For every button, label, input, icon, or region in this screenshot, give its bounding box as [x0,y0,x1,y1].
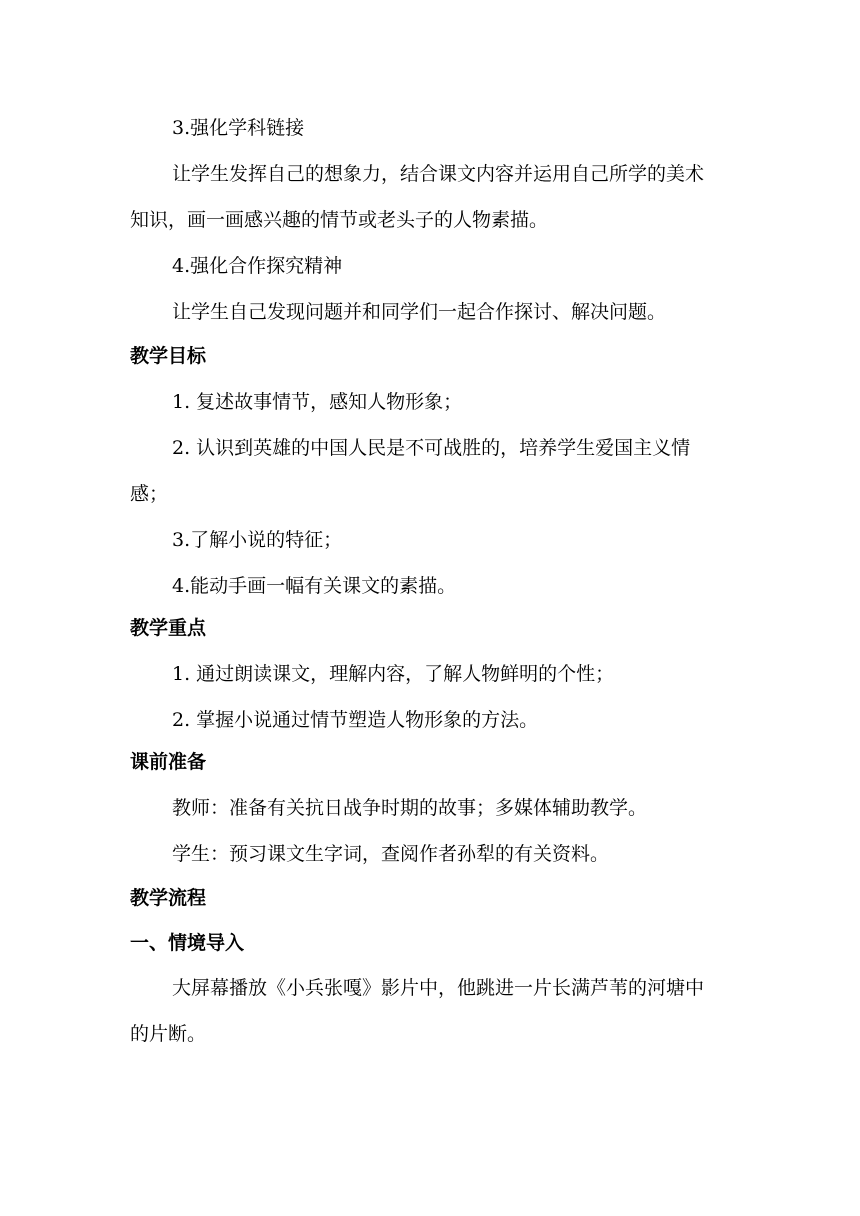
paragraph-line: 教师：准备有关抗日战争时期的故事；多媒体辅助教学。 [172,797,648,819]
section-heading: 课前准备 [130,751,207,773]
paragraph-line: 学生：预习课文生字词，查阅作者孙犁的有关资料。 [172,843,610,865]
paragraph-line: 知识，画一画感兴趣的情节或老头子的人物素描。 [130,209,549,231]
list-item: 1. 通过朗读课文，理解内容，了解人物鲜明的个性； [172,663,615,685]
paragraph-line: 让学生发挥自己的想象力，结合课文内容并运用自己所学的美术 [172,163,705,185]
list-item: 2. 认识到英雄的中国人民是不可战胜的，培养学生爱国主义情 [172,437,691,459]
list-item: 1. 复述故事情节，感知人物形象； [172,391,463,413]
list-item: 3.了解小说的特征； [172,529,343,551]
paragraph-line: 大屏幕播放《小兵张嘎》影片中，他跳进一片长满芦苇的河塘中 [172,977,705,999]
subpoint-title: 3.强化学科链接 [172,117,305,139]
subsection-heading: 一、情境导入 [130,932,245,954]
list-item: 2. 掌握小说通过情节塑造人物形象的方法。 [172,709,539,731]
section-heading: 教学目标 [130,345,207,367]
section-heading: 教学流程 [130,887,207,909]
list-item-continuation: 感； [130,483,169,505]
section-heading: 教学重点 [130,617,207,639]
paragraph-line: 让学生自己发现问题并和同学们一起合作探讨、解决问题。 [172,301,667,323]
list-item: 4.能动手画一幅有关课文的素描。 [172,575,457,597]
subpoint-title: 4.强化合作探究精神 [172,255,343,277]
paragraph-line: 的片断。 [130,1023,207,1045]
